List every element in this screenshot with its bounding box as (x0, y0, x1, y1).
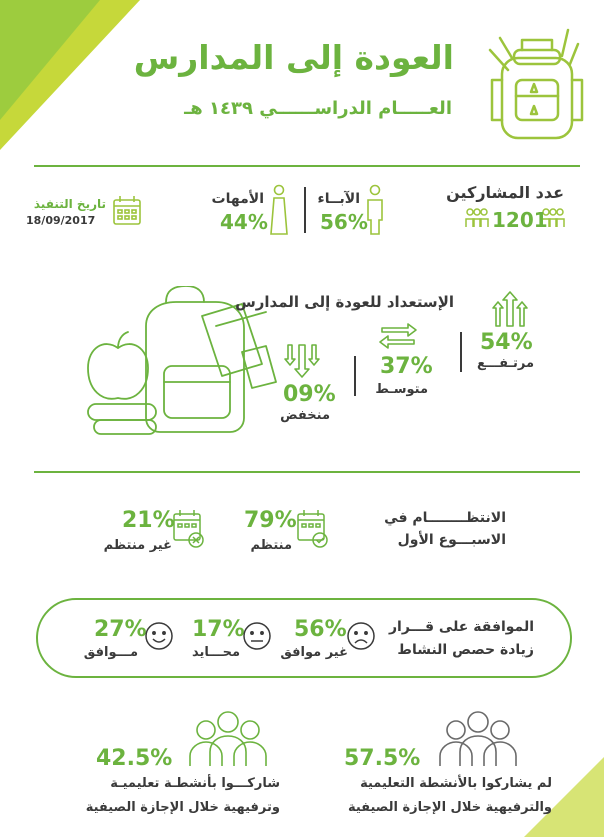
mother-icon (270, 184, 288, 236)
readiness-separator-1 (460, 332, 462, 372)
participants-value: 1201 (492, 208, 548, 232)
approval-agree-label: مـــوافق (83, 645, 138, 660)
father-icon (366, 184, 384, 236)
date-label: تاريخ التنفيذ (33, 197, 106, 211)
summer-yes-line2: وترفيهية خلال الإجازة الصيفية (85, 800, 280, 815)
corner-decoration-bottom-right (524, 757, 604, 837)
participants-label: عدد المشاركين (446, 183, 564, 202)
calendar-x-icon (172, 508, 206, 550)
neutral-face-icon (242, 621, 272, 651)
readiness-low-value: 09% (283, 382, 336, 407)
sad-face-icon (346, 621, 376, 651)
readiness-low-label: منخفض (280, 408, 330, 423)
summer-yes-value: 42.5% (96, 746, 173, 771)
summer-not-line1: لم يشاركوا بالأنشطة التعليمية (360, 776, 552, 791)
calendar-icon (112, 194, 142, 226)
readiness-title: الإستعداد للعودة إلى المدارس (235, 293, 454, 311)
readiness-mid-label: متوسـط (375, 382, 428, 397)
approval-title-line2: زيادة حصص النشاط (397, 642, 534, 658)
group-people-icon-small (464, 207, 490, 229)
stats-separator (304, 187, 306, 233)
approval-disagree-value: 56% (294, 617, 347, 642)
mothers-label: الأمهات (211, 191, 264, 207)
readiness-mid-value: 37% (380, 354, 433, 379)
divider-middle (34, 471, 580, 473)
arrows-horizontal-icon (378, 322, 418, 350)
divider-top (34, 165, 580, 167)
mothers-value: 44% (220, 210, 268, 234)
arrows-down-icon (282, 343, 322, 379)
approval-neutral-value: 17% (192, 617, 245, 642)
date-value: 18/09/2017 (26, 214, 96, 227)
summer-not-value: 57.5% (344, 746, 421, 771)
arrows-up-icon (490, 290, 530, 328)
attendance-irregular-label: غير منتظم (103, 538, 172, 553)
happy-face-icon (144, 621, 174, 651)
corner-decoration-top-left (0, 0, 140, 150)
attendance-irregular-value: 21% (122, 508, 175, 533)
attendance-regular-value: 79% (244, 508, 297, 533)
attendance-title-line2: الاسبـــوع الأول (397, 532, 506, 548)
readiness-high-label: مرتـفـــع (476, 356, 534, 371)
approval-neutral-label: محـــايد (191, 645, 240, 660)
fathers-value: 56% (320, 210, 368, 234)
people-group-icon-green (178, 708, 278, 768)
people-group-icon-dark (428, 708, 528, 768)
attendance-regular-label: منتظم (250, 538, 292, 553)
page-subtitle: العـــــام الدراســــــي ١٤٣٩ هـ (184, 98, 452, 119)
readiness-high-value: 54% (480, 330, 533, 355)
approval-title-line1: الموافقة على قـــرار (388, 619, 534, 635)
approval-disagree-label: غير موافق (280, 645, 348, 660)
approval-agree-value: 27% (94, 617, 147, 642)
fathers-label: الآبــاء (317, 191, 360, 207)
attendance-title-line1: الانتظــــــــام في (384, 510, 506, 526)
summer-yes-line1: شاركـــوا بأنشطـة تعليميـة (110, 776, 280, 791)
summer-not-line2: والترفيهية خلال الإجازة الصيفية (347, 800, 552, 815)
calendar-check-icon (296, 508, 330, 550)
page-title: العودة إلى المدارس (133, 38, 454, 77)
readiness-separator-2 (354, 356, 356, 396)
school-backpack-icon (482, 20, 592, 145)
